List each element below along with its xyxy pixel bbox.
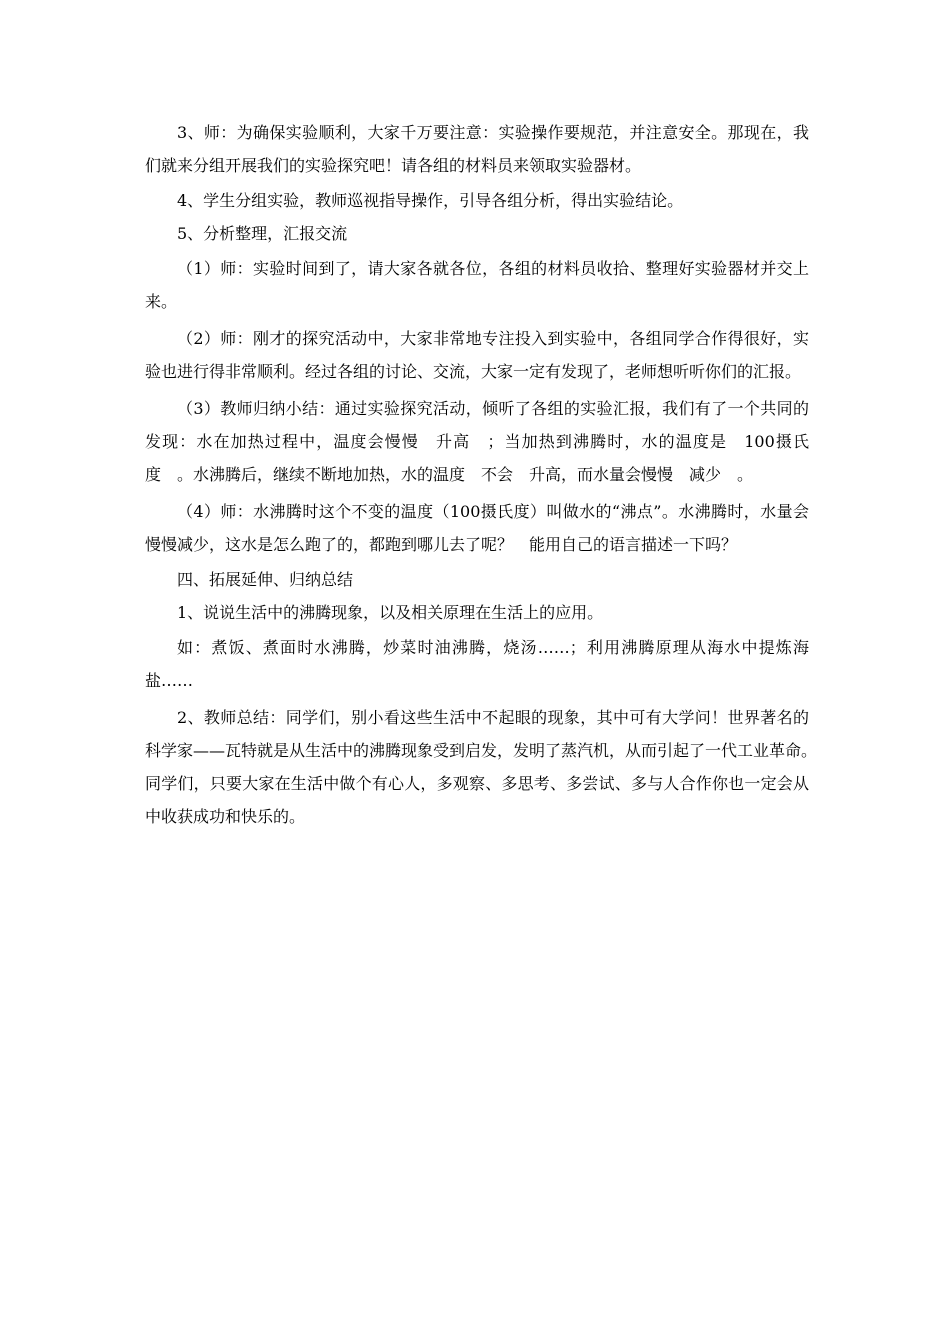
paragraph-collect-materials: （1）师：实验时间到了，请大家各就各位，各组的材料员收拾、整理好实验器材并交上来。: [145, 259, 809, 311]
paragraph-report-request: （2）师：刚才的探究活动中，大家非常地专注投入到实验中，各组同学合作得很好，实验也进行得非常顺利。经过各组的讨论、交流，大家一定有发现了，老师想听听你们的汇报。: [145, 329, 809, 381]
paragraph-final-summary: 2、教师总结：同学们，别小看这些生活中不起眼的现象，其中可有大学问！世界著名的科学家——瓦特就是从生活中的沸腾现象受到启发，发明了蒸汽机，从而引起了一代工业革命。 同学们，只要大家在生活中做个有心人，多观察、多思考、多尝试、多与人合作你也一定会从中收获成功和快乐的。: [145, 708, 826, 826]
paragraph-teacher-summary: （3）教师归纳小结：通过实验探究活动，倾听了各组的实验汇报，我们有了一个共同的发现：水在加热过程中，温度会慢慢 升高 ；当加热到沸腾时，水的温度是 100摄氏度 。水沸腾后，继续不断地加热，水的温度 不会 升高，而水量会慢慢 减少 。: [145, 399, 809, 484]
paragraph-daily-examples: 1、说说生活中的沸腾现象，以及相关原理在生活上的应用。: [177, 603, 604, 622]
paragraph-boiling-point: （4）师：水沸腾时这个不变的温度（100摄氏度）叫做水的“沸点”。水沸腾时，水量会慢慢减少，这水是怎么跑了的，都跑到哪儿去了呢？ 能用自己的语言描述一下吗？: [145, 502, 809, 554]
document-body: [145, 116, 826, 837]
paragraph-analysis-heading: 5、分析整理，汇报交流: [177, 224, 348, 243]
paragraph-group-experiment: 4、学生分组实验，教师巡视指导操作，引导各组分析，得出实验结论。: [177, 191, 684, 210]
section-heading-extension: 四、拓展延伸、归纳总结: [177, 570, 354, 589]
paragraph-examples-list: 如：煮饭、煮面时水沸腾，炒菜时油沸腾，烧汤……；利用沸腾原理从海水中提炼海盐……: [145, 638, 809, 690]
paragraph-safety-instruction: 3、师：为确保实验顺利，大家千万要注意：实验操作要规范，并注意安全。那现在，我们就来分组开展我们的实验探究吧！请各组的材料员来领取实验器材。: [145, 123, 809, 175]
